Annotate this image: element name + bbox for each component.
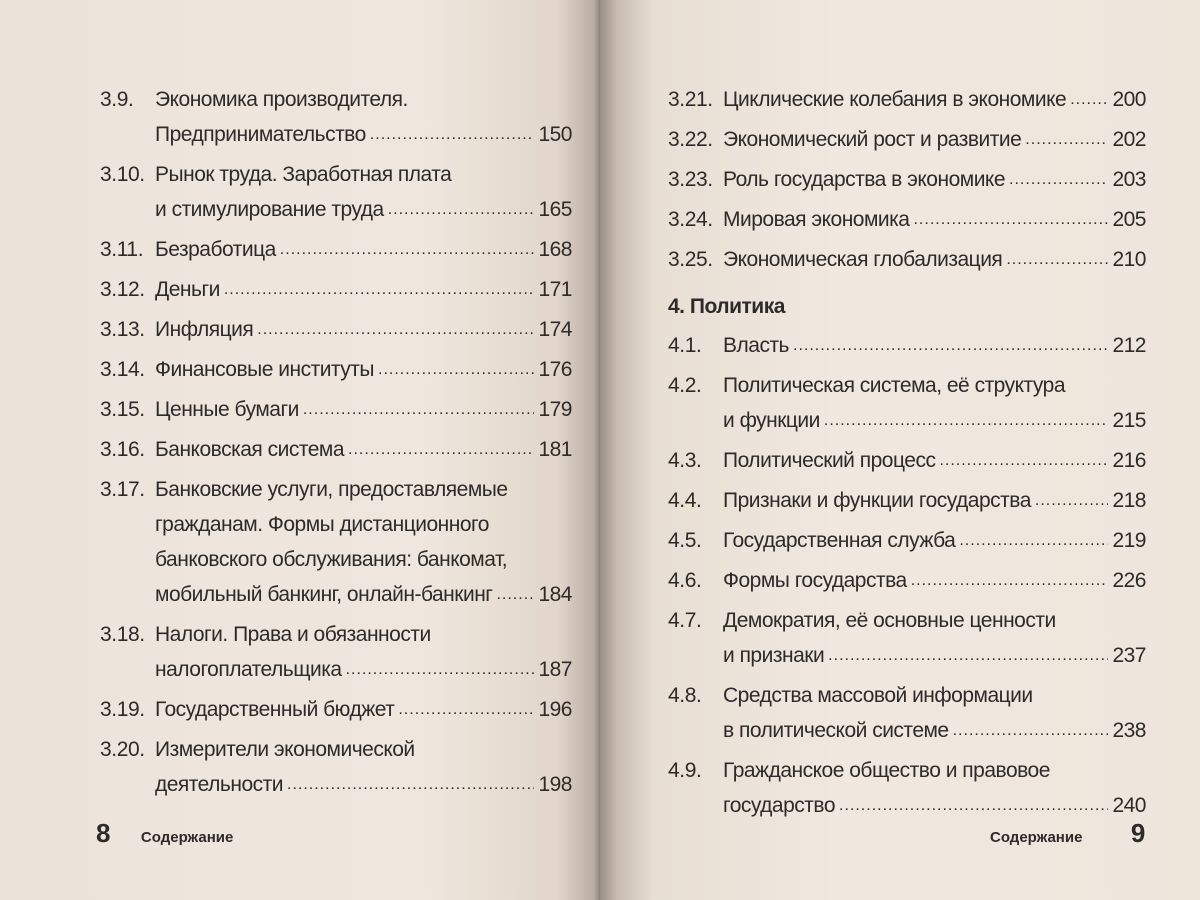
page-number: 9: [1130, 818, 1146, 848]
entry-title: Политическая система, её структура: [723, 374, 1066, 397]
entry-title: Роль государства в экономике: [723, 168, 1006, 191]
toc-entry[interactable]: [668, 82, 1146, 117]
dot-leader: [496, 577, 534, 612]
entry-body: [723, 328, 1146, 363]
entry-number: 4.1.: [668, 334, 702, 357]
toc-entry[interactable]: [100, 352, 572, 387]
toc-entry[interactable]: [668, 443, 1146, 478]
dot-leader: [280, 232, 535, 267]
dot-leader: [1070, 82, 1108, 117]
entry-page: 203: [1112, 168, 1146, 191]
entry-line: [723, 82, 1146, 117]
entry-title: Ценные бумаги: [155, 398, 299, 421]
dot-leader: [1009, 162, 1108, 197]
entry-body: [723, 368, 1146, 438]
entry-body: [155, 617, 572, 687]
entry-number: 3.12.: [100, 278, 145, 301]
entry-title: гражданам. Формы дистанционного: [155, 513, 489, 536]
dot-leader: [346, 652, 535, 687]
entry-title: Экономическая глобализация: [723, 248, 1003, 271]
entry-number: 3.17.: [100, 478, 145, 501]
entry-body: [723, 678, 1146, 748]
entry-number: 3.9.: [100, 88, 134, 111]
entry-number: 3.23.: [668, 168, 713, 191]
entry-title: и стимулирование труда: [155, 198, 384, 221]
entry-body: [155, 272, 572, 307]
entry-title: Государственный бюджет: [155, 698, 395, 721]
footer-right: [990, 818, 1145, 849]
toc-list-left: [100, 82, 572, 807]
entry-line: [723, 403, 1146, 438]
entry-line: [723, 328, 1146, 363]
entry-page: 240: [1112, 794, 1146, 817]
dot-leader: [303, 392, 535, 427]
entry-line: [723, 523, 1146, 558]
entry-number: 3.21.: [668, 88, 713, 111]
entry-body: [723, 202, 1146, 237]
entry-title: Финансовые институты: [155, 358, 374, 381]
dot-leader: [1025, 122, 1108, 157]
entry-line: [155, 692, 572, 727]
entry-body: [723, 162, 1146, 197]
dot-leader: [224, 272, 535, 307]
entry-title: Демократия, её основные ценности: [723, 609, 1056, 632]
dot-leader: [398, 692, 534, 727]
entry-number: 4.7.: [668, 609, 702, 632]
entry-title: Мировая экономика: [723, 208, 910, 231]
entry-body: [155, 82, 572, 152]
entry-page: 165: [538, 198, 572, 221]
entry-number: 3.19.: [100, 698, 145, 721]
toc-entry[interactable]: [100, 392, 572, 427]
entry-title: банковского обслуживания: банкомат,: [155, 548, 508, 571]
entry-line: [723, 483, 1146, 518]
toc-entry[interactable]: [668, 753, 1146, 823]
entry-title: Деньги: [155, 278, 220, 301]
entry-page: 212: [1112, 334, 1146, 357]
entry-line: [155, 272, 572, 307]
entry-number: 3.11.: [100, 238, 144, 261]
entry-page: 187: [538, 658, 572, 681]
entry-page: 181: [538, 438, 572, 461]
page-number: 8: [96, 818, 111, 848]
toc-entry[interactable]: [100, 732, 572, 802]
entry-line: [723, 603, 1146, 638]
entry-title: Измерители экономической: [155, 738, 415, 761]
toc-entry[interactable]: [100, 472, 572, 612]
entry-number: 4.3.: [668, 449, 702, 472]
entry-number: 3.20.: [100, 738, 145, 761]
entry-page: 171: [538, 278, 572, 301]
entry-title: мобильный банкинг, онлайн-банкинг: [155, 583, 493, 606]
entry-body: [155, 732, 572, 802]
entry-number: 3.16.: [100, 438, 145, 461]
entry-body: [155, 232, 572, 267]
toc-entry[interactable]: [668, 328, 1146, 363]
toc-entry[interactable]: [668, 162, 1146, 197]
entry-title: Экономический рост и развитие: [723, 128, 1022, 151]
entry-page: 200: [1112, 88, 1146, 111]
toc-entry[interactable]: [100, 617, 572, 687]
entry-number: 4.5.: [668, 529, 702, 552]
entry-page: 226: [1112, 569, 1146, 592]
entry-body: [155, 392, 572, 427]
dot-leader: [828, 638, 1108, 673]
toc-entry[interactable]: [100, 312, 572, 347]
entry-title: деятельности: [155, 773, 283, 796]
entry-title: Власть: [723, 334, 789, 357]
entry-page: 198: [538, 773, 572, 796]
entry-number: 4.9.: [668, 759, 702, 782]
section-heading: 4. Политика: [668, 295, 785, 318]
entry-number: 4.6.: [668, 569, 702, 592]
entry-line: [155, 577, 572, 612]
dot-leader: [939, 443, 1108, 478]
entry-body: [723, 82, 1146, 117]
dot-leader: [959, 523, 1108, 558]
entry-page: 184: [538, 583, 572, 606]
entry-page: 238: [1112, 719, 1146, 742]
entry-number: 3.15.: [100, 398, 145, 421]
dot-leader: [1006, 242, 1108, 277]
dot-leader: [953, 713, 1109, 748]
entry-line: [155, 232, 572, 267]
entry-title: Государственная служба: [723, 529, 956, 552]
toc-entry[interactable]: [668, 563, 1146, 598]
entry-body: [723, 753, 1146, 823]
entry-page: 196: [538, 698, 572, 721]
dot-leader: [824, 403, 1109, 438]
entry-page: 202: [1112, 128, 1146, 151]
entry-number: 4.2.: [668, 374, 702, 397]
entry-page: 150: [538, 123, 572, 146]
entry-body: [155, 692, 572, 727]
entry-line: [723, 678, 1146, 713]
entry-page: 176: [538, 358, 572, 381]
entry-number: 3.25.: [668, 248, 713, 271]
entry-title: и функции: [723, 409, 820, 432]
toc-entry[interactable]: [100, 272, 572, 307]
entry-title: Рынок труда. Заработная плата: [155, 163, 452, 186]
entry-body: [155, 312, 572, 347]
right-page: [600, 0, 1200, 900]
entry-page: 205: [1112, 208, 1146, 231]
toc-entry[interactable]: [100, 692, 572, 727]
entry-title: Гражданское общество и правовое: [723, 759, 1050, 782]
entry-page: 179: [538, 398, 572, 421]
entry-body: [723, 242, 1146, 277]
toc-entry[interactable]: [668, 523, 1146, 558]
entry-page: 216: [1112, 449, 1146, 472]
entry-body: [723, 563, 1146, 598]
dot-leader: [793, 328, 1108, 363]
entry-line: [723, 443, 1146, 478]
entry-number: 4.8.: [668, 684, 702, 707]
entry-line: [723, 713, 1146, 748]
entry-title: налогоплательщика: [155, 658, 342, 681]
entry-title: и признаки: [723, 644, 825, 667]
entry-page: 174: [538, 318, 572, 341]
toc-list-right: [668, 82, 1146, 828]
entry-line: [723, 122, 1146, 157]
entry-number: 4.4.: [668, 489, 702, 512]
dot-leader: [257, 312, 534, 347]
entry-title: Предпринимательство: [155, 123, 366, 146]
toc-entry[interactable]: [668, 242, 1146, 277]
entry-body: [155, 432, 572, 467]
dot-leader: [370, 117, 535, 152]
entry-number: 3.22.: [668, 128, 713, 151]
dot-leader: [348, 432, 534, 467]
entry-line: [155, 542, 572, 577]
entry-title: Инфляция: [155, 318, 254, 341]
entry-number: 3.24.: [668, 208, 713, 231]
entry-line: [155, 732, 572, 767]
entry-line: [723, 753, 1146, 788]
entry-title: Экономика производителя.: [155, 88, 408, 111]
entry-title: Банковские услуги, предоставляемые: [155, 478, 508, 501]
entry-title: Циклические колебания в экономике: [723, 88, 1067, 111]
toc-entry[interactable]: [100, 432, 572, 467]
entry-line: [155, 192, 572, 227]
entry-title: Средства массовой информации: [723, 684, 1033, 707]
entry-body: [723, 523, 1146, 558]
entry-line: [155, 117, 572, 152]
entry-line: [155, 312, 572, 347]
entry-title: Налоги. Права и обязанности: [155, 623, 431, 646]
entry-line: [723, 162, 1146, 197]
dot-leader: [913, 202, 1108, 237]
entry-body: [723, 603, 1146, 673]
entry-line: [155, 82, 572, 117]
entry-line: [155, 507, 572, 542]
entry-number: 3.13.: [100, 318, 145, 341]
entry-page: 218: [1112, 489, 1146, 512]
entry-line: [723, 242, 1146, 277]
entry-line: [155, 472, 572, 507]
entry-body: [155, 472, 572, 612]
entry-number: 3.10.: [100, 163, 145, 186]
entry-page: 237: [1112, 644, 1146, 667]
toc-entry[interactable]: [100, 157, 572, 227]
entry-line: [155, 157, 572, 192]
entry-body: [723, 122, 1146, 157]
entry-title: Банковская система: [155, 438, 345, 461]
toc-entry[interactable]: [668, 678, 1146, 748]
entry-body: [723, 483, 1146, 518]
entry-title: государство: [723, 794, 836, 817]
toc-entry[interactable]: [100, 232, 572, 267]
running-title: Содержание: [140, 829, 234, 846]
entry-title: Формы государства: [723, 569, 907, 592]
entry-number: 3.18.: [100, 623, 145, 646]
dot-leader: [378, 352, 534, 387]
entry-line: [155, 652, 572, 687]
footer-left: [96, 818, 233, 849]
entry-line: [155, 352, 572, 387]
entry-body: [155, 157, 572, 227]
toc-entry[interactable]: [100, 82, 572, 152]
entry-line: [155, 392, 572, 427]
entry-line: [723, 368, 1146, 403]
entry-body: [155, 352, 572, 387]
entry-page: 215: [1112, 409, 1146, 432]
toc-entry[interactable]: [668, 202, 1146, 237]
entry-title: Признаки и функции государства: [723, 489, 1031, 512]
entry-line: [155, 767, 572, 802]
dot-leader: [911, 563, 1109, 598]
entry-line: [155, 617, 572, 652]
entry-line: [723, 563, 1146, 598]
entry-line: [723, 202, 1146, 237]
running-title: Содержание: [990, 829, 1083, 846]
toc-entry[interactable]: [668, 122, 1146, 157]
toc-entry[interactable]: [668, 483, 1146, 518]
entry-title: в политической системе: [723, 719, 949, 742]
entry-page: 168: [538, 238, 572, 261]
entry-line: [723, 638, 1146, 673]
dot-leader: [1035, 483, 1109, 518]
dot-leader: [388, 192, 535, 227]
entry-title: Безработица: [155, 238, 276, 261]
entry-page: 210: [1112, 248, 1146, 271]
toc-entry[interactable]: [668, 368, 1146, 438]
dot-leader: [287, 767, 534, 802]
entry-page: 219: [1112, 529, 1146, 552]
entry-line: [155, 432, 572, 467]
entry-body: [723, 443, 1146, 478]
entry-number: 3.14.: [100, 358, 145, 381]
entry-title: Политический процесс: [723, 449, 936, 472]
toc-entry[interactable]: [668, 603, 1146, 673]
